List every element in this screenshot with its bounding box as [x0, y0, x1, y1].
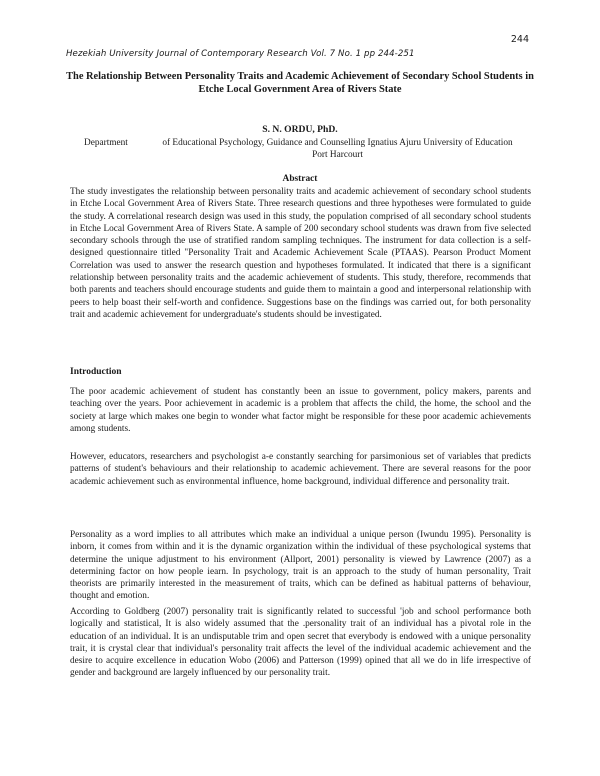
introduction-heading: Introduction	[70, 367, 122, 377]
paragraph-text: The poor academic achievement of student has constantly been an issue to government, policy makers, parents and teaching over the years. Poor achievement in academic is a problem that affects the child, the home, the school and the society at large which makes one begin to wonder what factor might be responsible for these poor academic achievements among students.	[70, 387, 531, 434]
abstract-paragraph: The study investigates the relationship between personality traits and academic achievement of secondary school students in Etche Local Government Area of Rivers State. Three research questions and three hypotheses were formulated to guide the study. A correlational research design was used in this study, the population comprised of all secondary school students in Etche Local Government Area of Rivers State. A sample of 200 secondary school students was drawn from five selected secondary schools through the use of stratified random sampling techniques. The instrument for data collection is a self-designed questionnaire titled "Personality Trait and Academic Achievement Scale (PTAAS). Pearson Product Moment Correlation was used to answer the research question and hypotheses formulated. It indicated that there is a significant relationship between personality traits and the academic achievement of students. This study, therefore, recommends that both parents and teachers should encourage students and guide them to maintain a good and interpersonal relationship with peers to help boast their self-worth and confidence. Suggestions base on the findings was carried out, for both personality trait and academic achievement for undergraduate's students should be investigated.	[70, 187, 531, 320]
abstract-heading: Abstract	[282, 174, 318, 184]
page-number: 244	[510, 34, 529, 45]
affiliation-detail: of Educational Psychology, Guidance and Counselling Ignatius Ajuru University of Education Port Harcourt	[162, 138, 513, 160]
intro-paragraph-1	[70, 386, 531, 435]
paragraph-text: According to Goldberg (2007) personality trait is significantly related to successful 'job and school performance both logically and statistical, It is also widely assumed that the .personality trait of an individual has a pivotal role in the education of an individual. It is an undisputable trim and open secret that everybody is endowed with a unique personality trait, it is crystal clear that individual's personality trait affects the level of the individual academic achievement and the desire to acquire excellence in education Wobo (2006) and Patterson (1999) opined that all we do in life irrespective of gender and background are largely influenced by our personality trait.	[70, 607, 531, 679]
abstract-text	[70, 186, 531, 321]
intro-paragraph-4	[70, 606, 531, 680]
affiliation-department-label: Department	[84, 138, 128, 148]
paragraph-text: Personality as a word implies to all attributes which make an individual a unique person (Iwundu 1995). Personality is inborn, it comes from within and it is the dynamic organization within the individual of these psychological systems that determine the unique adjustment to his environment (Allport, 2001) personality is viewed by Lawrence (2007) as a determining factor on how people iearn. In psychology, trait is an approach to the study of human personality, Trait theorists are primarily interested in the measurement of traits, which can be defined as habitual patterns of behaviour, thought and emotion.	[70, 530, 531, 602]
journal-citation: Hezekiah University Journal of Contemporary Research Vol. 7 No. 1 pp 244-251	[66, 49, 415, 59]
paragraph-text: However, educators, researchers and psychologist a-e constantly searching for parsimonious set of variables that predicts patterns of student's behaviours and their relationship to academic achievement. There are several reasons for the poor academic achievement such as environmental influence, home background, individual difference and personality trait.	[70, 452, 531, 487]
paper-title: The Relationship Between Personality Traits and Academic Achievement of Secondary School Students in Etche Local Government Area of Rivers State	[66, 71, 534, 95]
intro-paragraph-2	[70, 451, 531, 488]
author-name: S. N. ORDU, PhD.	[262, 124, 338, 135]
intro-paragraph-3	[70, 529, 531, 603]
